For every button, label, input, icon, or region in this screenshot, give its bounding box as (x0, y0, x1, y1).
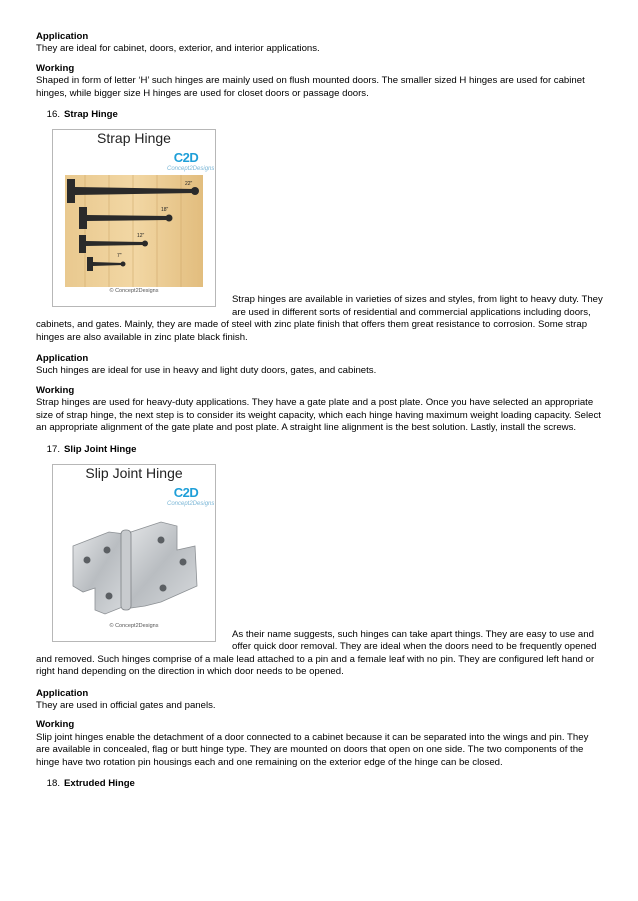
h-hinge-application (36, 31, 604, 56)
size-label: 22" (185, 181, 193, 188)
strap-hinge-figure (52, 129, 216, 307)
list-item-extruded-hinge (36, 778, 604, 790)
document-page (36, 31, 604, 798)
list-title: Extruded Hinge (64, 777, 135, 789)
strap-application (36, 353, 604, 378)
paragraph: As their name suggests, such hinges can take apart things. They are easy to use and offer quick door removal. They are ideal when the doors need to be frequently opened and removed. Such hinges comprise of a male lead attached to a pin and a female leaf with no pin. They are configured left hand or right hand depending on the direction in which door needs to be opened. (36, 628, 597, 678)
slip-joint-hinge-block (36, 464, 604, 679)
figure-title: Strap Hinge (97, 130, 171, 147)
c2d-logo: C2D Concept2Designs (167, 484, 215, 507)
size-label: 12" (137, 233, 145, 240)
strap-working (36, 385, 604, 435)
section-heading: Application (36, 353, 89, 365)
size-label: 7" (117, 253, 122, 260)
c2d-logo: C2D Concept2Designs (167, 150, 215, 173)
copyright-caption: © Concept2Designs (109, 622, 159, 629)
size-label: 18" (161, 207, 169, 214)
paragraph: Shaped in form of letter ‘H’ such hinges are mainly used on flush mounted doors. The smaller sized H hinges are used for cabinet hinges, while bigger size H hinges are used for closet doors or passage doors. (36, 75, 585, 99)
paragraph: Strap hinges are available in varieties of sizes and styles, from light to heavy duty. They are used in different sorts of residential and commercial applications including doors, cabinets, and gates. Mainly, they are made of steel with zinc plate finish that offers them great resistance to corrosion. Some strap hinges are also available in zinc plate black finish. (36, 294, 603, 343)
copyright-caption: © Concept2Designs (109, 288, 159, 295)
strap-hinge-photo (65, 175, 203, 287)
strap-hinge-block (36, 129, 604, 344)
paragraph: They are used in official gates and panels. (36, 699, 216, 711)
paragraph: Slip joint hinges enable the detachment of a door connected to a cabinet because it can be separated into the wings and pin. They are available in concealed, flag or butt hinge type. They are mounted on doors that open on one side. The two components of the hinge have two rotation pin housings each and one remaining on the exterior edge of the hinge can be closed. (36, 731, 589, 768)
list-number: 17. (46, 443, 60, 455)
list-item-slip-joint-hinge (36, 444, 604, 456)
slip-joint-hinge-figure (52, 464, 216, 642)
figure-title: Slip Joint Hinge (85, 464, 183, 481)
slip-application (36, 688, 604, 713)
section-heading: Application (36, 687, 89, 699)
h-hinge-working (36, 63, 604, 100)
section-heading: Working (36, 384, 75, 396)
slip-working (36, 719, 604, 769)
list-title: Strap Hinge (64, 109, 118, 121)
list-number: 18. (46, 777, 60, 789)
list-number: 16. (46, 109, 60, 121)
paragraph: They are ideal for cabinet, doors, exterior, and interior applications. (36, 43, 320, 55)
list-title: Slip Joint Hinge (64, 443, 137, 455)
list-item-strap-hinge (36, 109, 604, 121)
paragraph: Such hinges are ideal for use in heavy and light duty doors, gates, and cabinets. (36, 365, 377, 377)
section-heading: Working (36, 62, 75, 74)
section-heading: Working (36, 719, 75, 731)
paragraph: Strap hinges are used for heavy-duty applications. They have a gate plate and a post plate. Once you have selected an appropriate size of strap hinge, the next step is to consider its weight capacity, which each hinge having maximum weight loading capacity. Select an appropriate alignment of the gate plate and post plate. A straight line alignment is the best solution. Lastly, install the screws. (36, 397, 601, 434)
section-heading: Application (36, 31, 89, 42)
slip-joint-hinge-photo (65, 510, 203, 620)
